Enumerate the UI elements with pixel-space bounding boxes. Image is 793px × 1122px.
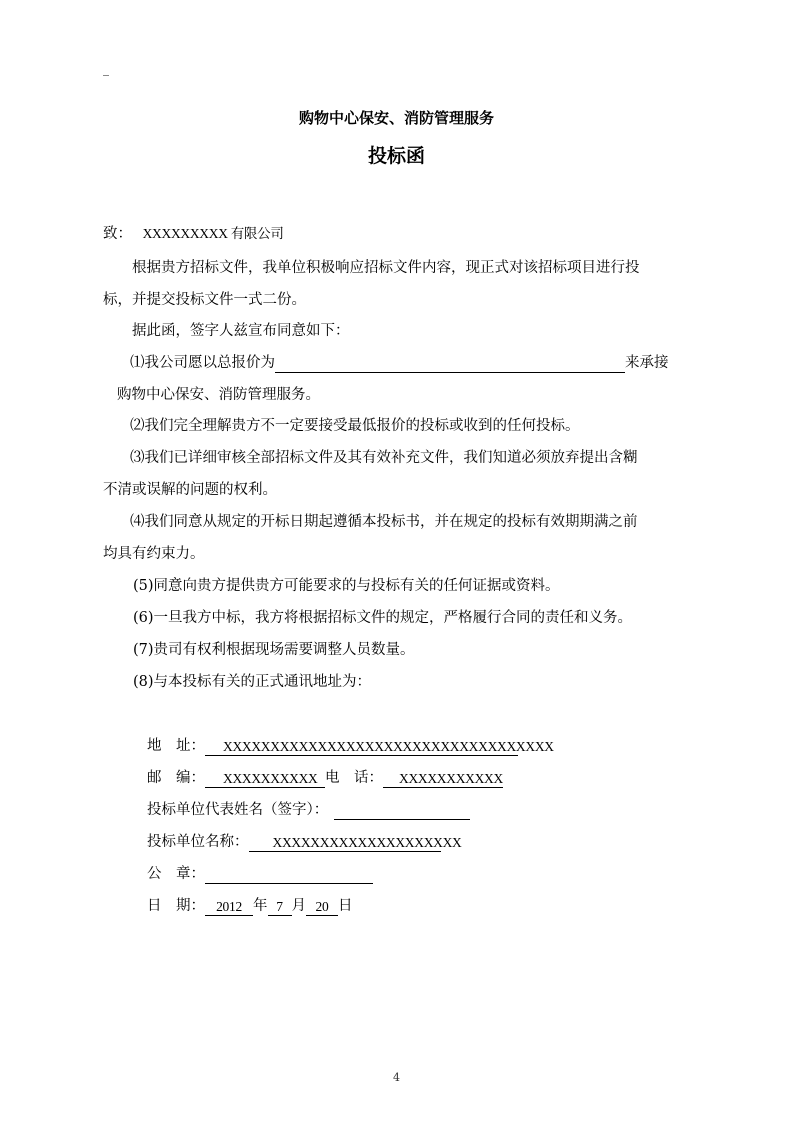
item-3-line-2: 不清或误解的问题的权利。 xyxy=(103,482,277,498)
paragraph-1-line-1: 根据贵方招标文件，我单位积极响应招标文件内容，现正式对该招标项目进行投 xyxy=(132,260,640,276)
date-month-field[interactable]: 7 xyxy=(268,899,292,916)
total-price-field[interactable] xyxy=(275,356,625,373)
postcode-phone-row xyxy=(147,768,503,788)
item-3-line-1: ⑶我们已详细审核全部招标文件及其有效补充文件，我们知道必须放弃提出含糊 xyxy=(130,450,638,466)
header-mark: _ xyxy=(103,62,109,76)
postcode-field[interactable]: XXXXXXXXXX xyxy=(205,771,325,788)
seal-label: 公 章： xyxy=(147,866,205,882)
addressee-name: XXXXXXXXX 有限公司 xyxy=(142,226,284,241)
company-name-field[interactable]: XXXXXXXXXXXXXXXXXXXX xyxy=(249,835,441,852)
document-title: 投标函 xyxy=(367,145,425,167)
date-month-unit: 月 xyxy=(291,898,306,914)
address-field[interactable]: XXXXXXXXXXXXXXXXXXXXXXXXXXXXXXXXXXX xyxy=(205,739,518,756)
representative-label: 投标单位代表姓名（签字）： xyxy=(147,802,329,818)
representative-row xyxy=(147,800,470,820)
phone-field[interactable]: XXXXXXXXXXX xyxy=(383,771,503,788)
address-label: 地 址： xyxy=(147,738,205,754)
address-row xyxy=(147,736,554,756)
item-4-line-2: 均具有约束力。 xyxy=(103,546,205,562)
representative-signature-field[interactable] xyxy=(334,803,470,820)
addressee-label: 致： xyxy=(103,226,132,242)
postcode-label: 邮 编： xyxy=(147,770,205,786)
item-5: (5)同意向贵方提供贵方可能要求的与投标有关的任何证据或资料。 xyxy=(133,578,560,594)
company-label: 投标单位名称： xyxy=(147,834,249,850)
item-2: ⑵我们完全理解贵方不一定要接受最低报价的投标或收到的任何投标。 xyxy=(130,418,580,434)
date-row xyxy=(147,896,353,916)
date-day-unit: 日 xyxy=(338,898,353,914)
addressee-line xyxy=(103,224,284,244)
date-day-field[interactable]: 20 xyxy=(306,899,338,916)
item-7: (7)贵司有权利根据现场需要调整人员数量。 xyxy=(133,642,415,658)
paragraph-1-line-2: 标，并提交投标文件一式二份。 xyxy=(103,292,306,308)
page-number: 4 xyxy=(393,1071,400,1084)
item-1-line-2: 购物中心保安、消防管理服务。 xyxy=(117,387,320,403)
date-year-field[interactable]: 2012 xyxy=(205,899,253,916)
item-6: (6)一旦我方中标，我方将根据招标文件的规定，严格履行合同的责任和义务。 xyxy=(133,610,633,626)
item-8: (8)与本投标有关的正式通讯地址为： xyxy=(133,674,372,690)
date-label: 日 期： xyxy=(147,898,205,914)
item-1-line-1 xyxy=(130,353,669,373)
company-row xyxy=(147,832,462,852)
item-1-prefix: ⑴我公司愿以总报价为 xyxy=(130,355,275,371)
phone-label: 电 话： xyxy=(325,770,383,786)
item-1-suffix: 来承接 xyxy=(625,355,669,371)
project-title: 购物中心保安、消防管理服务 xyxy=(298,109,494,127)
seal-row xyxy=(147,864,373,884)
paragraph-2: 据此函，签字人兹宣布同意如下： xyxy=(132,323,350,339)
date-year-unit: 年 xyxy=(253,898,268,914)
seal-field[interactable] xyxy=(205,867,373,884)
item-4-line-1: ⑷我们同意从规定的开标日期起遵循本投标书，并在规定的投标有效期期满之前 xyxy=(130,514,638,530)
